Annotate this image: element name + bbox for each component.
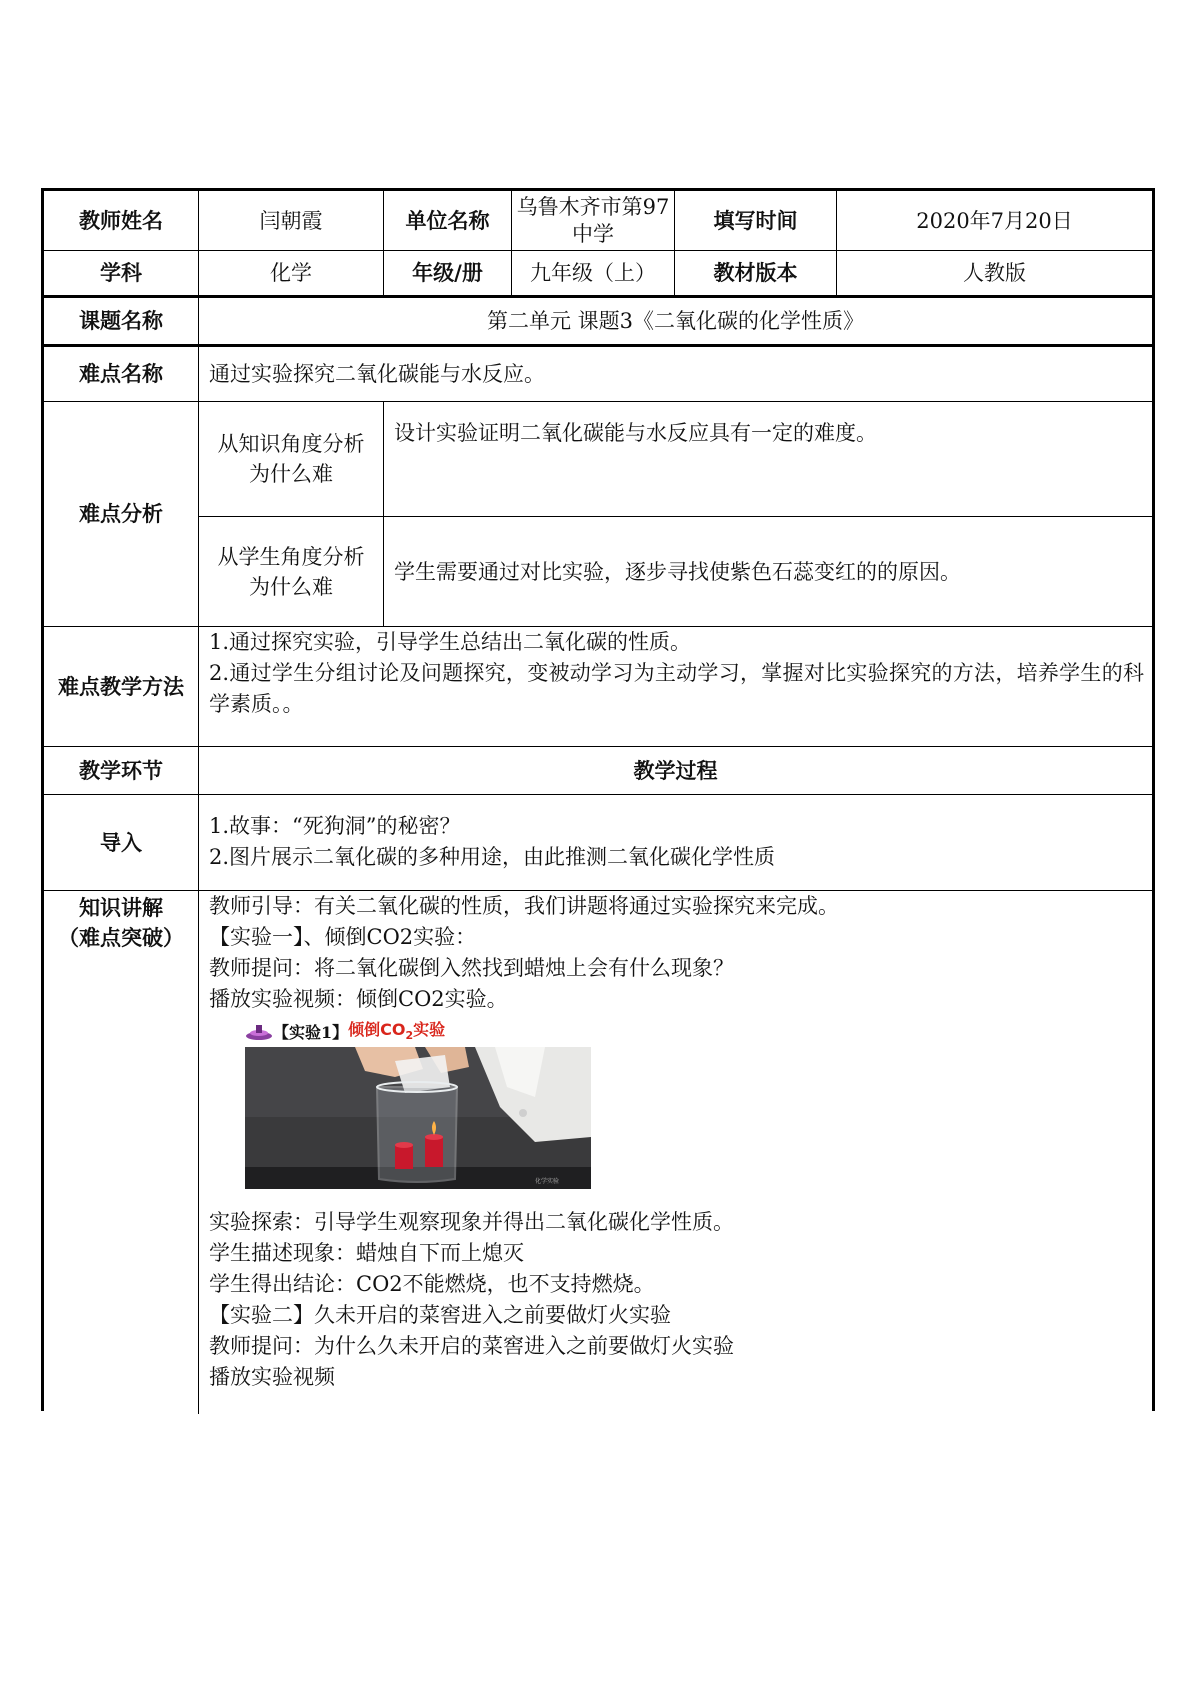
intro-content: [199, 795, 1152, 891]
intro-line2: 2.图片展示二氧化碳的多种用途，由此推测二氧化碳化学性质: [209, 845, 776, 869]
teacher-name-value: 闫朝霞: [199, 191, 384, 251]
knowledge-label-line2: （难点突破）: [58, 926, 184, 950]
method-label: 难点教学方法: [44, 627, 199, 747]
teacher-name-label: 教师姓名: [44, 191, 199, 251]
analysis-knowledge-label-line2: 为什么难: [249, 462, 333, 486]
grade-label: 年级/册: [384, 251, 512, 298]
process-stage-header: 教学环节: [44, 747, 199, 795]
figure-title-post: 实验: [413, 1019, 446, 1039]
lesson-plan-table: [41, 188, 1155, 1411]
knowledge-content: [199, 891, 1152, 1414]
difficulty-label: 难点名称: [44, 347, 199, 402]
knowledge-line-2: 【实验一】、倾倒CO2实验：: [209, 925, 477, 949]
experiment-figure-title-text: [348, 1020, 445, 1046]
difficulty-value: 通过实验探究二氧化碳能与水反应。: [199, 347, 1152, 402]
unit-name-value: [512, 191, 675, 251]
table-frame: [41, 188, 1155, 1411]
analysis-student-value: 学生需要通过对比实验，逐步寻找使紫色石蕊变红的的原因。: [384, 517, 1152, 627]
unit-name-line1: 乌鲁木齐市第97: [516, 194, 670, 219]
subject-value: 化学: [199, 251, 384, 298]
knowledge-line-10: 播放实验视频: [209, 1365, 335, 1389]
knowledge-line-3: 教师提问：将二氧化碳倒入然找到蜡烛上会有什么现象？: [209, 956, 734, 980]
topic-value: 第二单元 课题3《二氧化碳的化学性质》: [199, 298, 1152, 347]
knowledge-line-8: 【实验二】久未开启的菜窖进入之前要做灯火实验: [209, 1303, 671, 1327]
knowledge-label-line1: 知识讲解: [79, 896, 163, 920]
experiment-figure-title: [245, 1021, 591, 1045]
candle-beaker-video-image: [245, 1047, 591, 1189]
method-line2: 2.通过学生分组讨论及问题探究，变被动学习为主动学习，掌握对比实验探究的方法，培养学生的科学素质。。: [209, 661, 1144, 716]
analysis-student-label: [199, 517, 384, 627]
lab-flask-logo-icon: [245, 1023, 273, 1043]
analysis-knowledge-value: 设计实验证明二氧化碳能与水反应具有一定的难度。: [384, 402, 1152, 517]
analysis-student-label-line2: 为什么难: [249, 574, 333, 599]
experiment-video-figure: [245, 1021, 591, 1189]
figure-title-sub: 2: [405, 1029, 414, 1043]
experiment-figure-bracket: 【实验1】: [273, 1023, 349, 1042]
method-value: [199, 627, 1152, 747]
knowledge-line-6: 学生描述现象：蜡烛自下而上熄灭: [209, 1241, 524, 1265]
knowledge-line-1: 教师引导：有关二氧化碳的性质，我们讲题将通过实验探究来完成。: [209, 894, 839, 918]
fill-date-value: 2020年7月20日: [837, 191, 1152, 251]
process-content-header: 教学过程: [199, 747, 1152, 795]
knowledge-line-5: 实验探索：引导学生观察现象并得出二氧化碳化学性质。: [209, 1210, 734, 1234]
intro-line1: 1.故事：“死狗洞”的秘密？: [209, 814, 461, 838]
unit-name-label: 单位名称: [384, 191, 512, 251]
knowledge-line-9: 教师提问：为什么久未开启的菜窖进入之前要做灯火实验: [209, 1334, 734, 1358]
topic-label: 课题名称: [44, 298, 199, 347]
knowledge-label: [44, 891, 199, 1414]
edition-label: 教材版本: [675, 251, 837, 298]
analysis-knowledge-label: [199, 402, 384, 517]
knowledge-line-7: 学生得出结论：CO2不能燃烧，也不支持燃烧。: [209, 1272, 655, 1296]
edition-value: 人教版: [837, 251, 1152, 298]
fill-date-label: 填写时间: [675, 191, 837, 251]
analysis-label: 难点分析: [44, 402, 199, 627]
analysis-student-label-line1: 从学生角度分析: [217, 544, 365, 569]
figure-title-pre: 倾倒CO: [348, 1019, 406, 1039]
grade-value: 九年级（上）: [512, 251, 675, 298]
unit-name-line2: 中学: [572, 221, 614, 246]
knowledge-line-4: 播放实验视频：倾倒CO2实验。: [209, 987, 508, 1011]
method-line1: 1.通过探究实验，引导学生总结出二氧化碳的性质。: [209, 630, 692, 654]
intro-label: 导入: [44, 795, 199, 891]
svg-text:化学实验: 化学实验: [535, 1178, 560, 1185]
analysis-knowledge-label-line1: 从知识角度分析: [217, 432, 365, 456]
subject-label: 学科: [44, 251, 199, 298]
